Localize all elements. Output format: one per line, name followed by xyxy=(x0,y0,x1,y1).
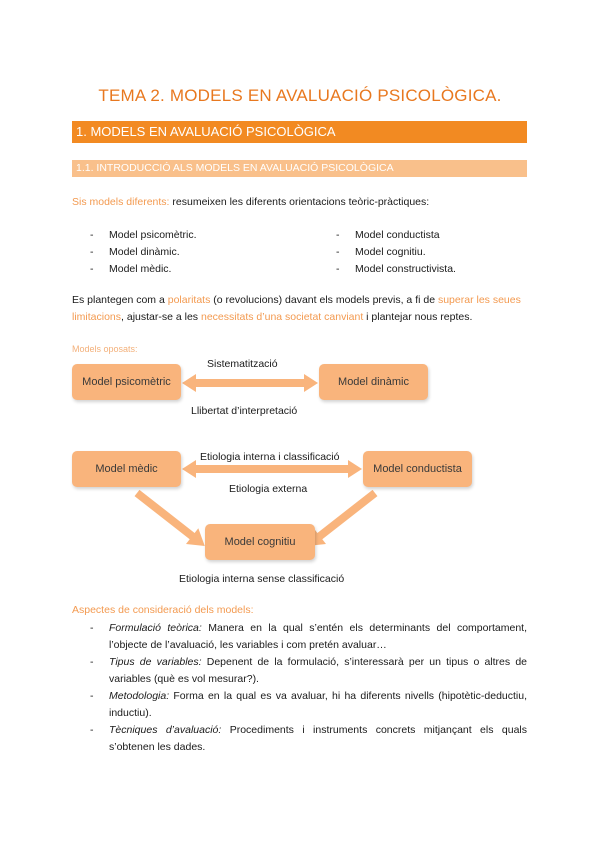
list-item: - Metodologia: Forma en la qual es va avaluar, hi ha diferents nivells (hipotètic-deductiu, inductiu). xyxy=(90,690,528,719)
label-etiologia-externa: Etiologia externa xyxy=(229,483,308,495)
section-heading-1-1: 1.1. INTRODUCCIÓ ALS MODELS EN AVALUACIÓ PSICOLÒGICA xyxy=(72,160,527,177)
list-item: - Model dinàmic. xyxy=(90,246,180,258)
diagram-label: Models oposats: xyxy=(72,344,138,354)
page-title: TEMA 2. MODELS EN AVALUACIÓ PSICOLÒGICA. xyxy=(98,86,502,105)
intro-highlight: Sis models diferents: xyxy=(72,196,170,208)
box-model-medic: Model mèdic xyxy=(72,451,181,487)
box-model-psicometric: Model psicomètric xyxy=(72,364,181,400)
double-arrow-icon xyxy=(182,374,318,392)
label-sistematitzacio: Sistematització xyxy=(207,358,278,370)
list-item: - Model conductista xyxy=(336,229,440,241)
list-item: - Model psicomètric. xyxy=(90,229,197,241)
paragraph-polaritats: Es plantegen com a polaritats (o revolucions) davant els models previs, a fi de superar les seues limitacions, ajustar-se a les necessitats d’una societat canviant i plantejar nous reptes. xyxy=(72,294,521,323)
label-etiologia-interna: Etiologia interna i classificació xyxy=(200,451,340,463)
list-item: - Tipus de variables: Depenent de la formulació, s’interessarà per un tipus o altres de variables (què es vol mesurar?). xyxy=(90,656,527,685)
aspects-list xyxy=(90,620,527,756)
list-item: - Model constructivista. xyxy=(336,263,456,275)
aspects-heading: Aspectes de consideració dels models: xyxy=(72,604,254,616)
arrow-icon xyxy=(131,485,211,554)
list-item: - Formulació teòrica: Manera en la qual s’entén els determinants del comportament, l’objecte de l’avaluació, les variables i com pretén avaluar… xyxy=(90,622,527,651)
box-model-conductista: Model conductista xyxy=(363,451,472,487)
section-heading-1: 1. MODELS EN AVALUACIÓ PSICOLÒGICA xyxy=(72,121,527,143)
box-model-dinamic: Model dinàmic xyxy=(319,364,428,400)
label-etiologia-sense: Etiologia interna sense classificació xyxy=(179,573,345,585)
label-llibertat: Llibertat d’interpretació xyxy=(191,405,298,417)
list-item: - Model mèdic. xyxy=(90,263,172,275)
intro-rest: resumeixen les diferents orientacions teòric-pràctiques: xyxy=(172,196,430,208)
box-model-cognitiu: Model cognitiu xyxy=(205,524,315,560)
list-item: - Model cognitiu. xyxy=(336,246,426,258)
list-item: - Tècniques d’avaluació: Procediments i instruments concrets mitjançant els quals s’obtenen les dades. xyxy=(90,724,527,753)
